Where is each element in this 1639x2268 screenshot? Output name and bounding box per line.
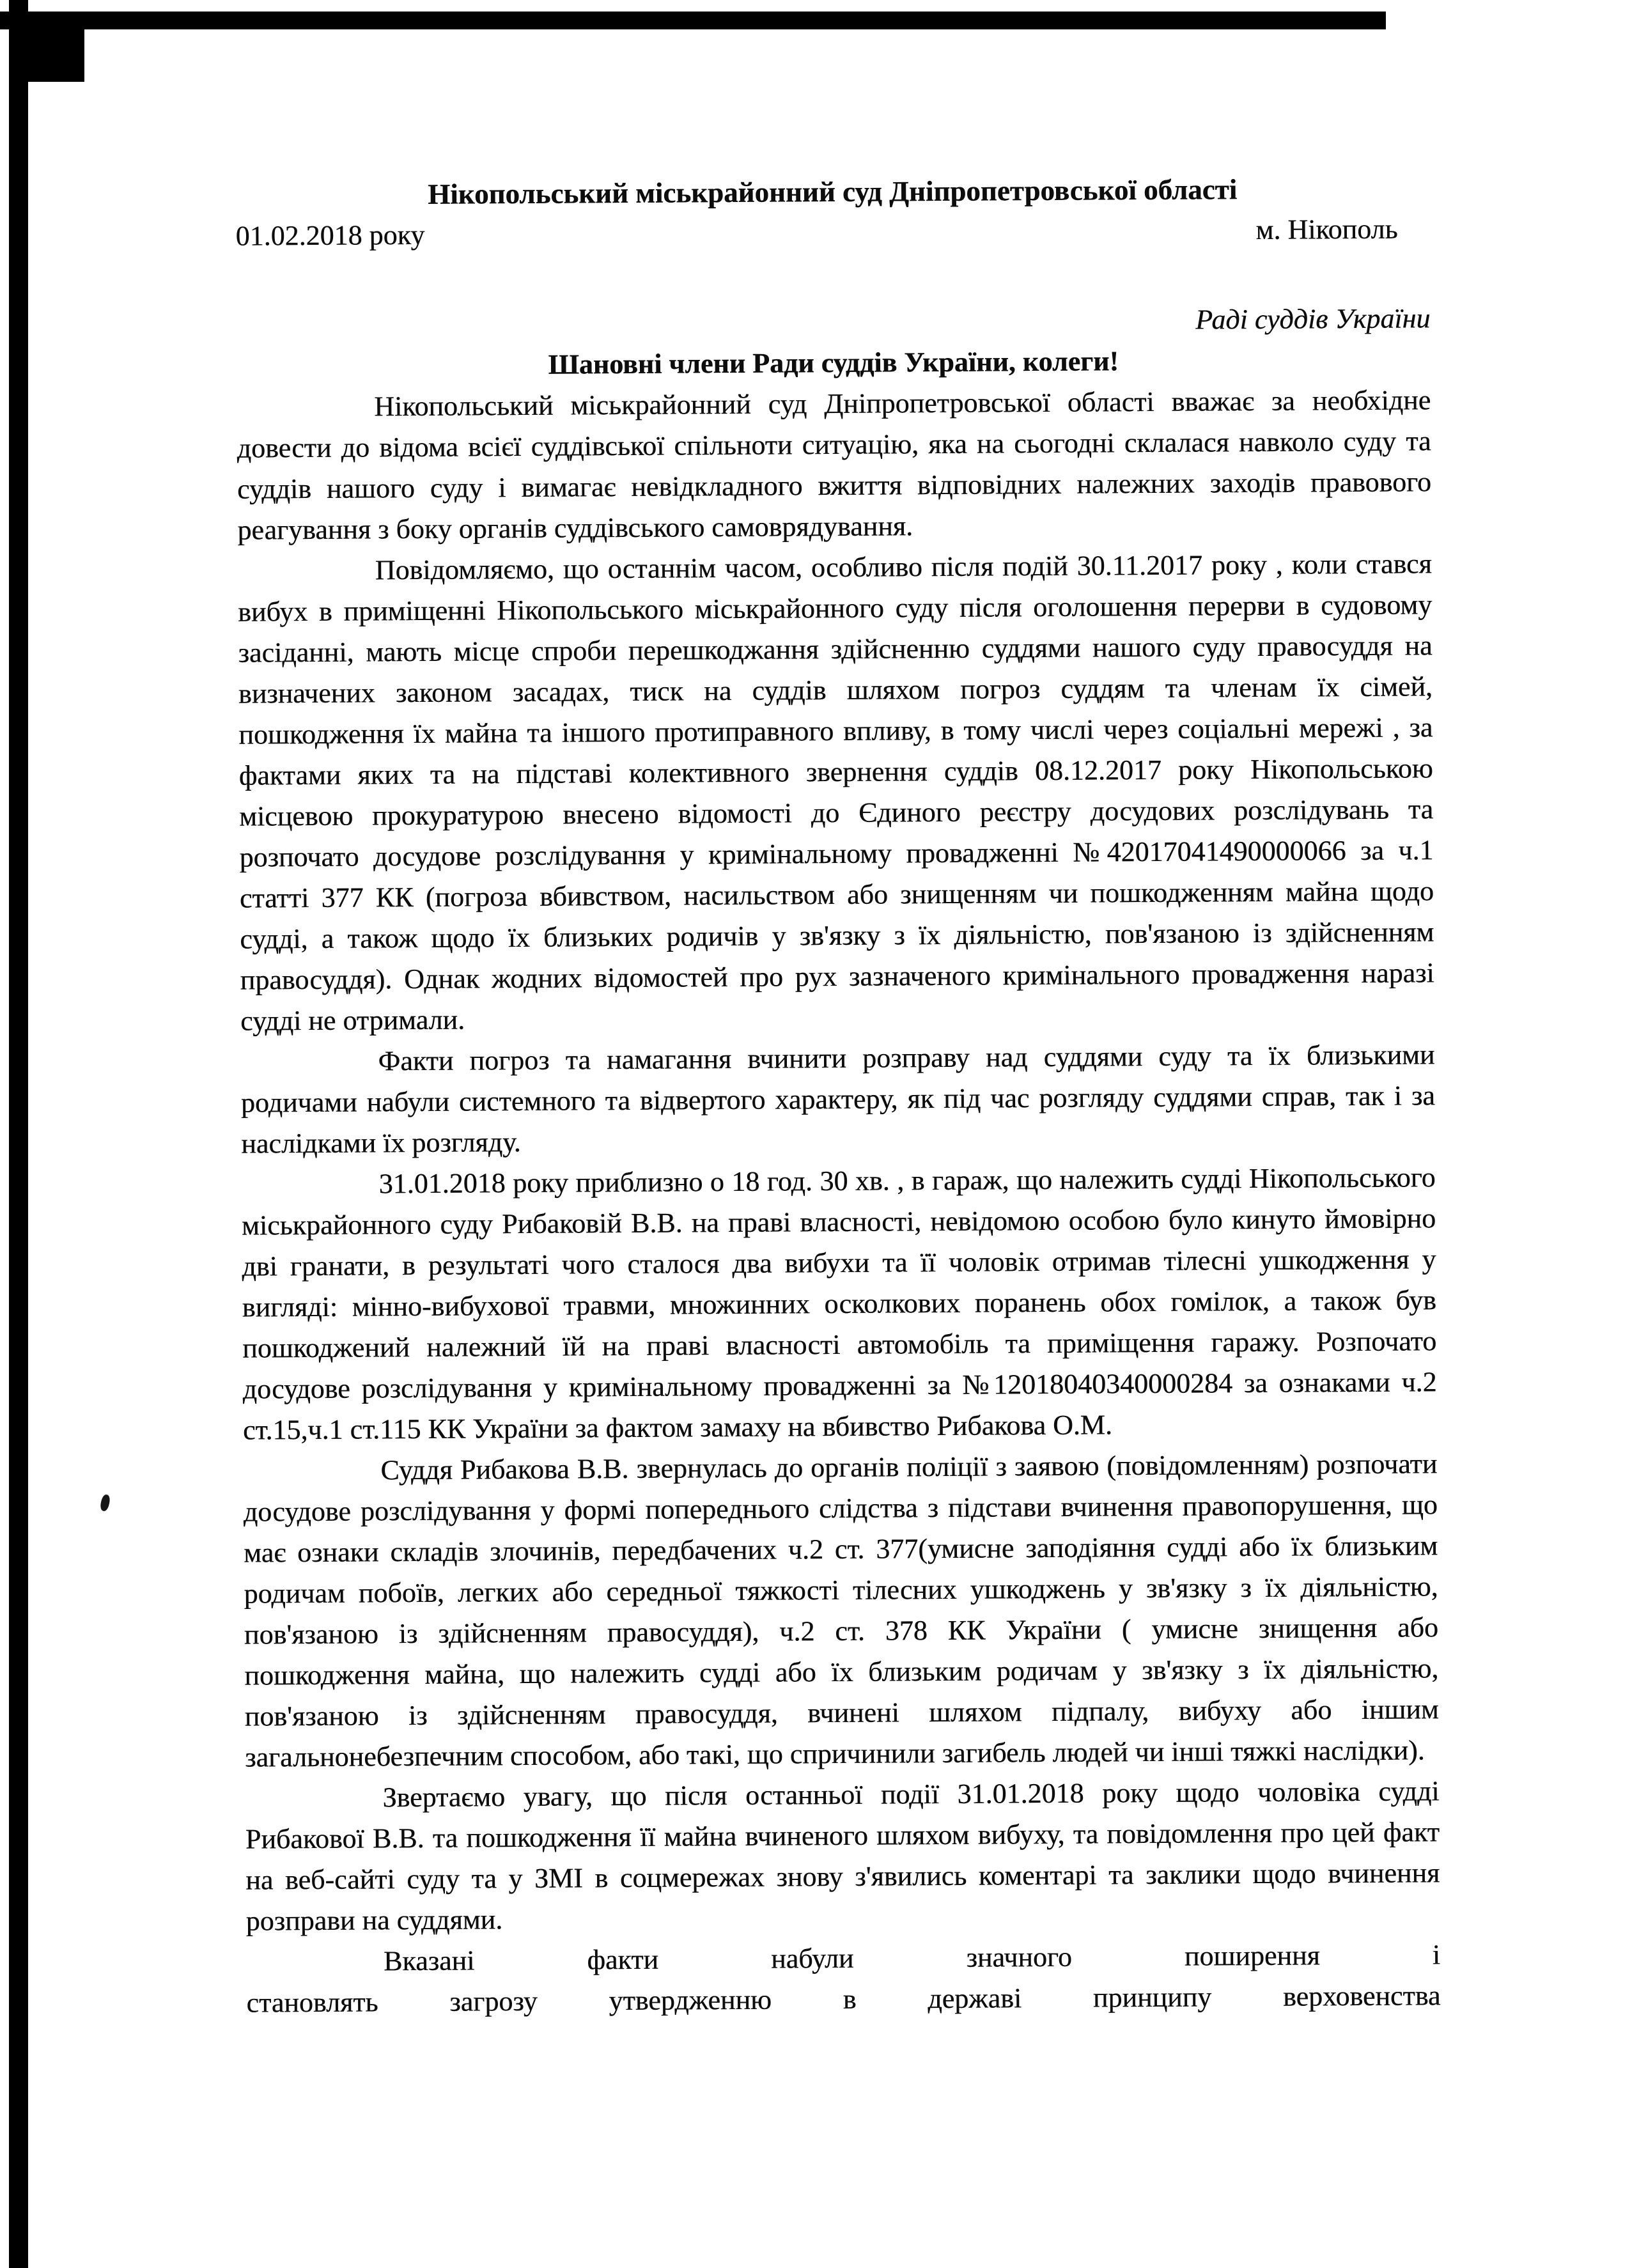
paragraph-6: Звертаємо увагу, що після останньої події 31.01.2018 року щодо чоловіка судді Рибакової В.В. та пошкодження її майна вчиненого шляхом вибуху, та повідомлення про цей факт на веб-сайті суду та у ЗМІ в соцмережах знову з'явились коментарі та заклики щодо вчинення розправи на суддями.	[245, 1775, 1440, 1937]
scan-artifact-left-bar	[9, 0, 28, 2268]
paragraph-4: 31.01.2018 року приблизно о 18 год. 30 хв. , в гараж, що належить судді Нікопольського міськрайонного суду Рибаковій В.В. на праві власності, невідомою особою було кинуто ймовірно дві гранати, в результаті чого сталося два вибухи та її чоловік отримав тілесні ушкодження у вигляді: мінно-вибухової травми, множинних осколкових поранень обох гомілок, а також був пошкоджений належний їй на праві власності автомобіль та приміщення гаражу. Розпочато досудове розслідування у кримінальному провадженні за №12018040340000284 за ознаками ч.2 ст.15,ч.1 ст.115 КК України за фактом замаху на вбивство Рибакова О.М.	[241, 1161, 1437, 1446]
paragraph-7	[246, 1934, 1441, 2023]
paragraph-3: Факти погроз та намагання вчинити розправу над суддями суду та їх близькими родичами набули системного та відвертого характеру, як під час розгляду суддями справ, так і за наслідками їх розгляду.	[240, 1039, 1435, 1160]
paragraph-1: Нікопольський міськрайонний суд Дніпропетровської області вважає за необхідне довести до відома всієї суддівської спільноти ситуацію, яка на сьогодні склалася навколо суду та суддів нашого суду і вимагає невідкладного вжиття відповідних належних заходів правового реагування з боку органів суддівського самоврядування.	[237, 384, 1432, 546]
addressee: Раді суддів України	[1195, 302, 1431, 336]
scan-artifact-speck	[99, 1494, 111, 1512]
scan-artifact-top-bar	[0, 12, 1386, 29]
dateline	[235, 208, 1429, 256]
letter-content	[235, 167, 1441, 2023]
letter-date: 01.02.2018 року	[235, 219, 425, 252]
paragraph-5: Суддя Рибакова В.В. звернулась до органів поліції з заявою (повідомленням) розпочати досудове розслідування у формі попереднього слідства з підстави вчинення правопорушення, що має ознаки складів злочинів, передбачених ч.2 ст. 377(умисне заподіяння судді або їх близьким родичам побоїв, легких або середньої тяжкості тілесних ушкоджень у зв'язку з їх діяльністю, пов'язаною із здійсненням правосуддя), ч.2 ст. 378 КК України ( умисне знищення або пошкодження майна, що належить судді або їх близьким родичам у зв'язку з їх діяльністю, пов'язаною із здійсненням правосуддя, вчинені шляхом підпалу, вибуху або іншим загальнонебезпечним способом, або такі, що спричинили загибель людей чи інші тяжкі наслідки).	[243, 1448, 1439, 1773]
court-name-title: Нікопольський міськрайонний суд Дніпропетровської області	[428, 173, 1238, 210]
letter-city: м. Нікополь	[1255, 213, 1398, 245]
paragraph-2: Повідомляємо, що останнім часом, особливо після подій 30.11.2017 року , коли стався вибух в приміщенні Нікопольського міськрайонного суду після оголошення перерви в судовому засіданні, мають місце спроби перешкоджання здійсненню суддями нашого суду правосуддя на визначених законом засадах, тиск на суддів шляхом погроз суддям та членам їх сімей, пошкодження їх майна та іншого протиправного впливу, в тому числі через соціальні мережі , за фактами яких та на підставі колективного звернення суддів 08.12.2017 року Нікопольською місцевою прокуратурою внесено відомості до Єдиного реєстру досудових розслідувань та розпочато досудове розслідування у кримінальному провадженні №42017041490000066 за ч.1 статті 377 КК (погроза вбивством, насильством або знищенням чи пошкодженням майна щодо судді, а також щодо їх близьких родичів у зв'язку з їх діяльністю, пов'язаною із здійсненням правосуддя). Однак жодних відомостей про рух зазначеного кримінального провадження наразі судді не отримали.	[238, 548, 1434, 1037]
salutation: Шановні члени Ради суддів України, колеги!	[548, 345, 1119, 380]
scan-artifact-corner-blob	[17, 17, 84, 82]
paragraph-7-line-2: становлять загрозу утвердженню в державі принципу верховенства	[246, 1980, 1441, 2019]
paragraph-7-line-1: Вказані факти набули значного поширення і	[383, 1939, 1441, 1977]
